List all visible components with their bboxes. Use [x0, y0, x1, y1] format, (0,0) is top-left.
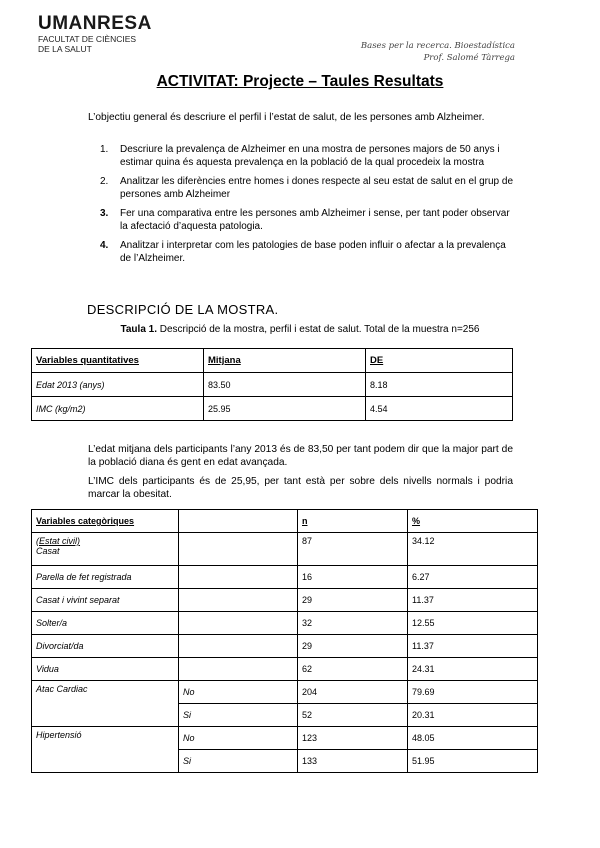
- faculty-line-2: DE LA SALUT: [38, 44, 92, 54]
- table-row: [32, 589, 538, 612]
- column-header: Mitjana: [204, 349, 366, 373]
- table-row: [32, 373, 513, 397]
- subcategory: [179, 658, 298, 681]
- objective-number: 1.: [100, 144, 109, 155]
- count-value: 29: [298, 589, 408, 612]
- count-value: 87: [298, 533, 408, 566]
- age-paragraph: L’edat mitjana dels participants l’any 2013 és de 83,50 per tant podem dir que la major part de la població diana és gent en edat avançada.: [88, 444, 513, 468]
- count-value: 16: [298, 566, 408, 589]
- university-logo: [38, 13, 152, 35]
- table-row: [32, 533, 538, 566]
- percent-value: 79.69: [408, 681, 538, 704]
- subcategory: Si: [179, 750, 298, 773]
- subcategory: [179, 533, 298, 566]
- objective-text: Analitzar i interpretar com les patologies de base poden influir o afectar a la prevalença de l’Alzheimer.: [120, 240, 506, 264]
- objective-number: 2.: [100, 176, 109, 187]
- count-value: 133: [298, 750, 408, 773]
- caption-label: Taula 1.: [120, 324, 157, 335]
- mean-value: 25.95: [204, 397, 366, 421]
- column-header: Variables quantitatives: [32, 349, 204, 373]
- variable-name: [32, 533, 179, 566]
- objective-number: 3.: [100, 208, 109, 219]
- table-caption: [0, 324, 600, 335]
- percent-value: 11.37: [408, 589, 538, 612]
- bmi-paragraph: L’IMC dels participants és de 25,95, per tant està per sobre dels nivells normals i podria marcar la obesitat.: [88, 476, 513, 500]
- variable-name: Edat 2013 (anys): [32, 373, 204, 397]
- count-value: 29: [298, 635, 408, 658]
- intro-paragraph: L’objectiu general és descriure el perfil i l’estat de salut, de les persones amb Alzheimer.: [88, 112, 485, 123]
- objective-text: Fer una comparativa entre les persones amb Alzheimer i sense, per tant poder observar la afectació d’aquesta patologia.: [120, 208, 510, 232]
- table-header-row: [32, 349, 513, 373]
- course-info: [361, 40, 515, 64]
- objectives-list: [100, 144, 513, 272]
- column-header: n: [298, 510, 408, 533]
- variable-name: Atac Cardiac: [32, 681, 179, 727]
- table-row: [32, 658, 538, 681]
- variable-name: Parella de fet registrada: [32, 566, 179, 589]
- percent-value: 20.31: [408, 704, 538, 727]
- variable-name: IMC (kg/m2): [32, 397, 204, 421]
- mean-value: 83.50: [204, 373, 366, 397]
- variable-name: Casat i vivint separat: [32, 589, 179, 612]
- list-item: [100, 240, 513, 265]
- sd-value: 8.18: [366, 373, 513, 397]
- quantitative-table: [31, 348, 513, 421]
- table-row: [32, 681, 538, 704]
- sd-value: 4.54: [366, 397, 513, 421]
- list-item: [100, 144, 513, 169]
- count-value: 32: [298, 612, 408, 635]
- table-row: [32, 612, 538, 635]
- faculty-name: [38, 34, 136, 54]
- column-header: %: [408, 510, 538, 533]
- variable-name: Vidua: [32, 658, 179, 681]
- percent-value: 48.05: [408, 727, 538, 750]
- variable-name: Hipertensió: [32, 727, 179, 773]
- logo-letter-u: U: [38, 13, 53, 34]
- column-header: Variables categòriques: [32, 510, 179, 533]
- list-item: [100, 208, 513, 233]
- count-value: 62: [298, 658, 408, 681]
- subcategory: [179, 635, 298, 658]
- count-value: 204: [298, 681, 408, 704]
- objective-text: Analitzar les diferències entre homes i dones respecte al seu estat de salut en el grup de persones amb Alzheimer: [120, 176, 514, 200]
- column-header-empty: [179, 510, 298, 533]
- faculty-line-1: FACULTAT DE CIÈNCIES: [38, 34, 137, 44]
- caption-text: Descripció de la mostra, perfil i estat de salut. Total de la muestra n=256: [157, 324, 480, 335]
- percent-value: 12.55: [408, 612, 538, 635]
- logo-brand-name: MANRESA: [52, 13, 152, 34]
- percent-value: 6.27: [408, 566, 538, 589]
- table-row: [32, 727, 538, 750]
- professor-name: Prof. Salomé Tàrrega: [423, 53, 515, 63]
- subcategory: [179, 566, 298, 589]
- list-item: [100, 176, 513, 201]
- subcategory: [179, 612, 298, 635]
- table-row: [32, 397, 513, 421]
- variable-name: Divorciat/da: [32, 635, 179, 658]
- count-value: 123: [298, 727, 408, 750]
- subcategory: No: [179, 681, 298, 704]
- variable-name: Solter/a: [32, 612, 179, 635]
- categorical-table: [31, 509, 538, 773]
- objective-text: Descriure la prevalença de Alzheimer en una mostra de persones majors de 50 anys i estimar quina és aquesta prevalença en la població de la qual procedeix la mostra: [120, 144, 500, 168]
- column-header: DE: [366, 349, 513, 373]
- table-row: [32, 566, 538, 589]
- percent-value: 24.31: [408, 658, 538, 681]
- subcategory: Si: [179, 704, 298, 727]
- section-heading: DESCRIPCIÓ DE LA MOSTRA.: [87, 302, 279, 317]
- category-label: Casat: [36, 546, 60, 556]
- page-title: ACTIVITAT: Projecte – Taules Resultats: [156, 73, 444, 90]
- percent-value: 34.12: [408, 533, 538, 566]
- table-header-row: [32, 510, 538, 533]
- count-value: 52: [298, 704, 408, 727]
- estat-civil-label: (Estat civil): [36, 536, 81, 546]
- objective-number: 4.: [100, 240, 109, 251]
- table-row: [32, 635, 538, 658]
- subcategory: No: [179, 727, 298, 750]
- percent-value: 51.95: [408, 750, 538, 773]
- percent-value: 11.37: [408, 635, 538, 658]
- course-name: Bases per la recerca. Bioestadística: [360, 41, 515, 51]
- subcategory: [179, 589, 298, 612]
